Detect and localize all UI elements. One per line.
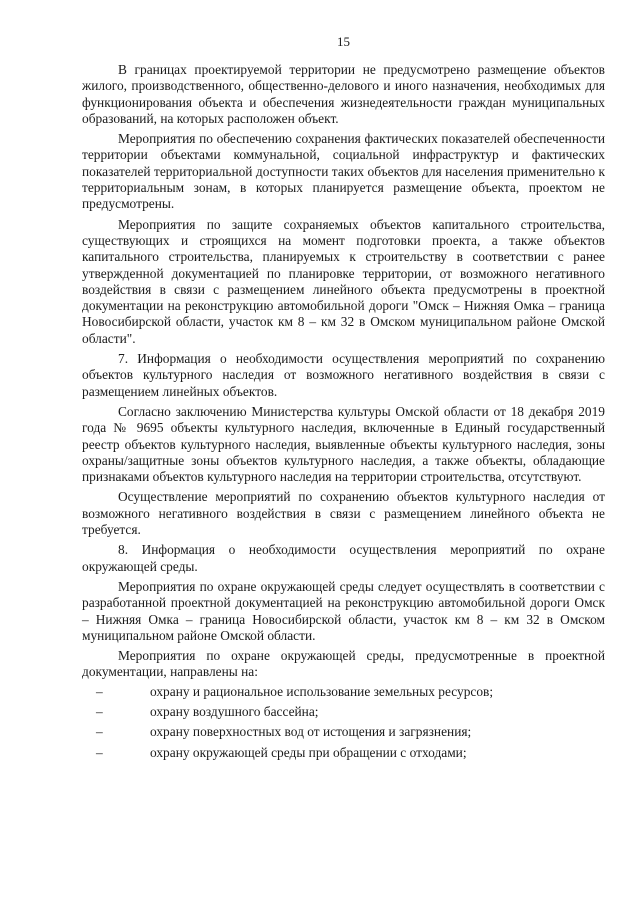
measures-list <box>82 684 605 761</box>
list-item-text: охрану воздушного бассейна; <box>150 703 319 719</box>
list-item <box>82 724 605 740</box>
list-item <box>82 684 605 700</box>
list-dash: – <box>96 703 103 719</box>
paragraph-no-placement: В границах проектируемой территории не предусмотрено размещение объектов жилого, производственного, общественно-делового и иного назначения, необходимых для функционирования объекта и обеспечения жизнедеятельности граждан муниципальных образований, на которых расположен объект. <box>82 62 605 126</box>
paragraph-protection-capital: Мероприятия по защите сохраняемых объектов капитального строительства, существующих и строящихся на момент подготовки проекта, а также объектов капитального строительства, планируемых к строительству в соответствии с ранее утвержденной документацией по планировке территории, от возможного негативного воздействия в связи с размещением линейного объекта предусмотрены в проектной документации на реконструкцию автомобильной дороги "Омск – Нижняя Омка – граница Новосибирской области, участок км 8 – км 32 в Омском муниципальном районе Омской области". <box>82 216 605 346</box>
list-item <box>82 704 605 720</box>
list-item-text: охрану поверхностных вод от истощения и загрязнения; <box>150 724 472 740</box>
list-item-text: охрану и рациональное использование земельных ресурсов; <box>150 683 494 699</box>
paragraph-not-required: Осуществление мероприятий по сохранению объектов культурного наследия от возможного негативного воздействия в связи с размещением линейного объекта не требуется. <box>82 489 605 538</box>
section-8-heading: 8. Информация о необходимости осуществления мероприятий по охране окружающей среды. <box>82 542 605 574</box>
list-dash: – <box>96 683 103 699</box>
page-number: 15 <box>337 34 350 49</box>
list-item <box>82 745 605 761</box>
section-7-heading: 7. Информация о необходимости осуществления мероприятий по сохранению объектов культурного наследия от возможного негативного воздействия в связи с размещением линейных объектов. <box>82 351 605 399</box>
paragraph-directed-at: Мероприятия по охране окружающей среды, предусмотренные в проектной документации, направлены на: <box>82 648 605 680</box>
paragraph-environment-measures: Мероприятия по охране окружающей среды следует осуществлять в соответствии с разработанной проектной документацией на реконструкцию автомобильной дороги Омск – Нижняя Омка – граница Новосибирской области, участок км 8 – км 32 в Омском муниципальном районе Омской области. <box>82 578 605 643</box>
list-dash: – <box>96 724 103 740</box>
list-item-text: охрану окружающей среды при обращении с отходами; <box>150 744 467 760</box>
paragraph-ministry-conclusion: Согласно заключению Министерства культуры Омской области от 18 декабря 2019 года № 9695 объекты культурного наследия, включенные в Единый государственный реестр объектов культурного наследия, выявленные объекты культурного наследия, зоны охраны/защитные зоны объектов культурного наследия, а также объекты, обладающие признаками объектов культурного наследия на территории строительства, отсутствуют. <box>82 403 605 485</box>
paragraph-infrastructure: Мероприятия по обеспечению сохранения фактических показателей обеспеченности территории объектами коммунальной, социальной инфраструктур и фактических показателей территориальной доступности таких объектов для населения применительно к территориальным зонам, в которых планируется размещение объекта, проектом не предусмотрены. <box>82 131 605 212</box>
list-dash: – <box>96 744 103 760</box>
